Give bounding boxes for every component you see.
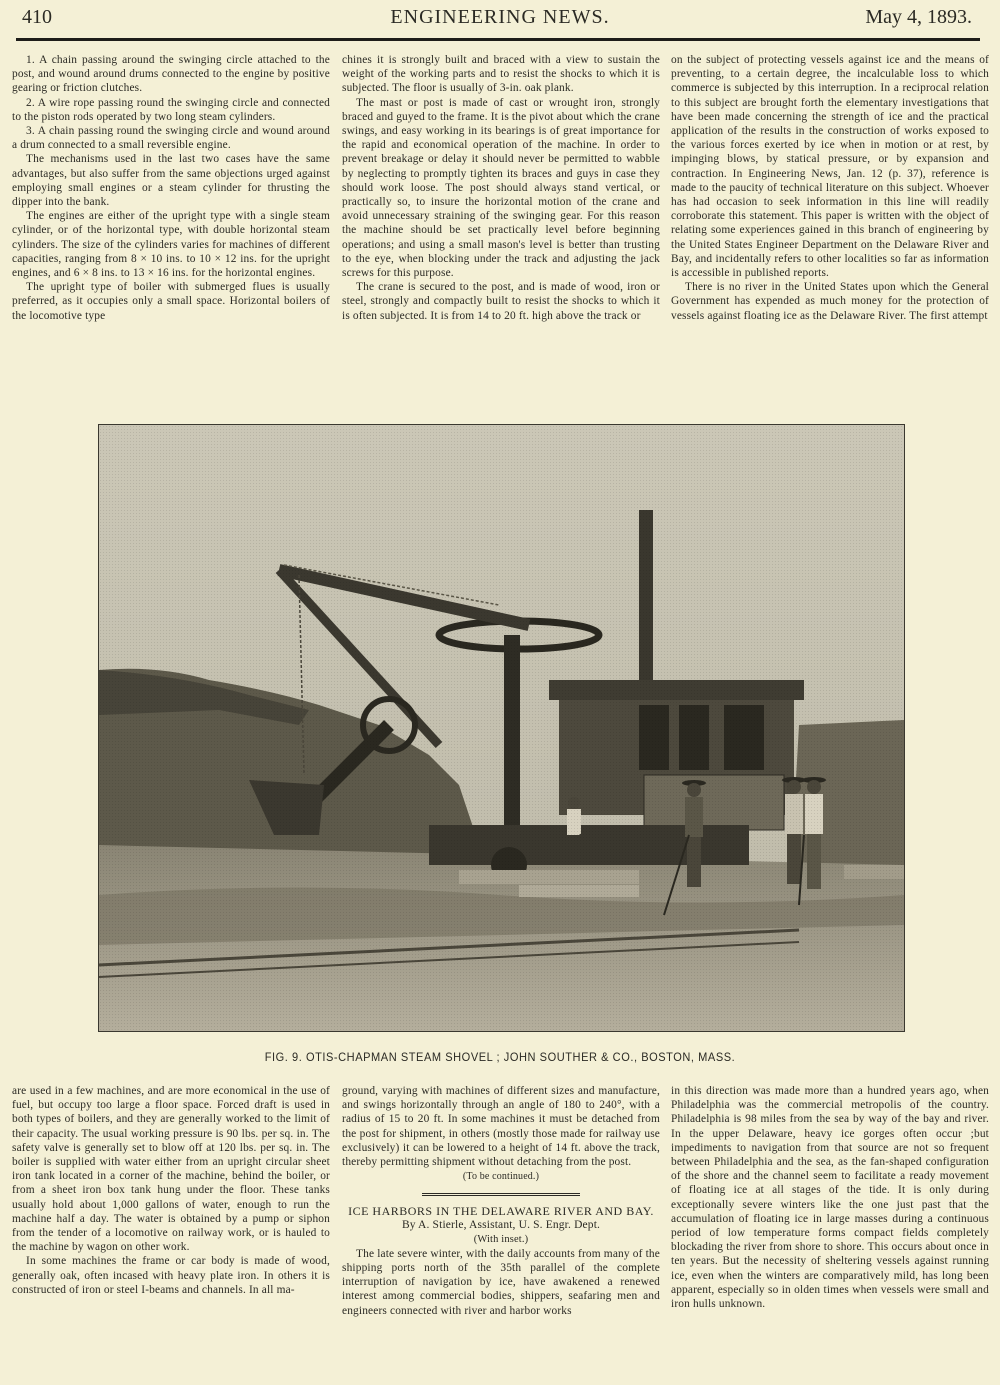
paragraph: 3. A chain passing round the swinging circle and wound around a drum connected to a small reversible engine. xyxy=(12,125,330,152)
paragraph: The late severe winter, with the daily accounts from many of the shipping ports north of the 35th parallel of the complete interruption of navigation by ice, have awakened a renewed interest among commercial bodies, shippers, seafaring men and engineers connected with river and harbor works xyxy=(342,1247,660,1317)
figure-caption: FIG. 9. OTIS-CHAPMAN STEAM SHOVEL ; JOHN SOUTHER & CO., BOSTON, MASS. xyxy=(264,1050,736,1064)
paragraph: The crane is secured to the post, and is made of wood, iron or steel, strongly and compactly built to resist the shocks to which it is often subjected. It is from 14 to 20 ft. high above the track or xyxy=(342,281,660,322)
masthead xyxy=(0,0,1000,40)
publication-title: ENGINEERING NEWS. xyxy=(390,6,610,28)
paragraph: 2. A wire rope passing round the swinging circle and connected to the piston rods operated by two long steam cylinders. xyxy=(12,96,330,123)
bottom-column-1 xyxy=(12,1084,330,1297)
paragraph: 1. A chain passing around the swinging circle attached to the post, and wound around drums connected to the engine by positive gearing or friction clutches. xyxy=(12,54,330,95)
paragraph: The mast or post is made of cast or wrought iron, strongly braced and guyed to the frame. It is the pivot about which the crane swings, and easy working in its bearings is of great importance for the rapid and economical operation of the machine. In order to prevent breakage or delay it should never be permitted to wabble by neglecting to promptly tighten its braces and guys in case they should work loose. The post should always stand vertical, or practically so, to insure the horizontal motion of the crane and avoid unnecessary straining of the swinging gear. For this reason the machine should be set practically level before beginning operations; and using a small mason's level is better than trusting to the eye, when blocking under the track and adjusting the jack screws for this purpose. xyxy=(342,96,660,280)
masthead-rule xyxy=(16,38,980,41)
paragraph: The engines are either of the upright type with a single steam cylinder, or of the horizontal type, with double horizontal steam cylinders. The size of the cylinders varies for machines of different capacities, ranging from 8 × 10 ins. to 10 × 12 ins. for the upright engines, and 6 × 8 ins. to 13 × 16 ins. for the horizontal engines. xyxy=(12,210,330,280)
paragraph: ground, varying with machines of different sizes and manufacture, and swings horizontally through an angle of 180 to 240°, with a radius of 15 to 20 ft. In some machines it must be detached from the post for shipment, in others (mostly those made for railway use exclusively) it can be lowered to a height of 14 ft. above the track, thereby permitting shipment without detaching from the post. xyxy=(342,1085,660,1169)
to-be-continued-note: (To be continued.) xyxy=(462,1171,540,1183)
paragraph: in this direction was made more than a hundred years ago, when Philadelphia was the commercial metropolis of the country. Philadelphia is 98 miles from the sea by way of the bay and river. In the upper Delaware, heavy ice gorges often occur ;but impediments to navigation from that source are not so frequent between Philadelphia and the sea, as the fan-shaped configuration of the shore and the channel seem to facilitate a ready movement of floating ice at all stages of the tide. It is only during exceptionally severe winters like the one just past that the accumulation of floating ice in large masses during a continuous period of low temperature forms compact fields completely blockading the river from shore to shore. This occurs about once in ten years. But the necessity of sheltering vessels against running ice, even when the winters are comparatively mild, has long been apparent, especially so in olden times when vessels were small and iron hulls unknown. xyxy=(671,1085,989,1311)
bottom-column-2 xyxy=(342,1084,660,1318)
photo-illustration xyxy=(99,425,904,1031)
top-column-3 xyxy=(671,53,989,323)
halftone-screen xyxy=(99,425,904,1031)
bottom-column-3 xyxy=(671,1084,989,1311)
top-column-2 xyxy=(342,53,660,323)
paragraph: The mechanisms used in the last two cases have the same advantages, but also suffer from the same objections urged against employing small engines or a steam cylinder for thrusting the dipper into the bank. xyxy=(12,153,330,209)
article-title: ICE HARBORS IN THE DELAWARE RIVER AND BAY. xyxy=(348,1204,654,1219)
article-byline: By A. Stierle, Assistant, U. S. Engr. Dept. xyxy=(401,1219,601,1232)
article-divider xyxy=(422,1193,580,1196)
issue-date: May 4, 1893. xyxy=(865,6,972,28)
steam-shovel-photograph xyxy=(98,424,905,1032)
page-number: 410 xyxy=(22,6,52,28)
paragraph: chines it is strongly built and braced with a view to sustain the weight of the working parts and to resist the shocks to which it is subjected. The floor is usually of 3-in. oak plank. xyxy=(342,54,660,95)
paragraph: on the subject of protecting vessels against ice and the means of preventing, to a certain degree, the incalculable loss to which commerce is subjected by this interruption. In a reciprocal relation to this subject are brought forth the elementary investigations that have been made concerning the strength of ice and the practical application of the results in the construction of works exposed to the various forces exerted by ice when in motion or at rest, by impinging blows, by statical pressure, or by expansion and contraction. In Engineering News, Jan. 12 (p. 37), reference is made to the paucity of technical literature on this subject. Whoever has had occasion to seek information in this line will readily corroborate this statement. This paper is written with the object of relating some experiences gained in this branch of engineering by the United States Engineer Department on the Delaware River and Bay, and incidentally refers to other localities so far as information is accessible in published reports. xyxy=(671,54,989,280)
top-column-1 xyxy=(12,53,330,323)
inset-note: (With inset.) xyxy=(473,1233,529,1245)
paragraph: In some machines the frame or car body is made of wood, generally oak, often incased with heavy plate iron. In others it is constructed of iron or steel I-beams and channels. In all ma- xyxy=(12,1255,330,1296)
paragraph: are used in a few machines, and are more economical in the use of fuel, but occupy too large a floor space. Forced draft is used in both types of boilers, and they are generally worked to the limit of their capacity. The usual working pressure is 90 lbs. per sq. in. The safety valve is generally set to blow off at 120 lbs. per sq. in. The boiler is supplied with water either from an upright circular sheet iron tank located in a corner of the machine, behind the boiler, or from a sheet iron box tank hung under the floor. These tanks usually hold about 1,000 gallons of water, enough to run the machine half a day. The water is obtained by a pump or siphon from the tender of a locomotive on railway work, or is hauled to the machine by wagon on other work. xyxy=(12,1085,330,1254)
paragraph: There is no river in the United States upon which the General Government has expended as much money for the protection of vessels against floating ice as the Delaware River. The first attempt xyxy=(671,281,989,322)
paragraph: The upright type of boiler with submerged flues is usually preferred, as it occupies only a small space. Horizontal boilers of the locomotive type xyxy=(12,281,330,322)
